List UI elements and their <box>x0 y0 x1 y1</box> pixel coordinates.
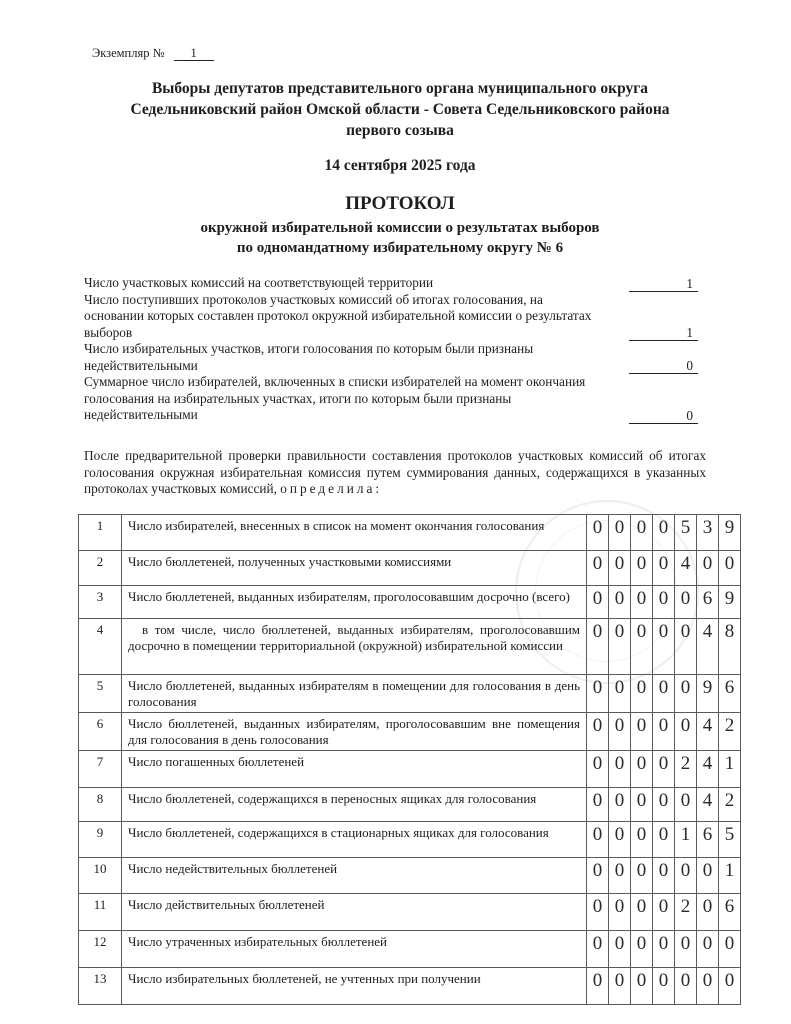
results-row <box>79 858 741 894</box>
summary-label: Суммарное число избирателей, включенных в списки избирателей на момент окончания голосования на избирательных участках, итоги по которым были признаны недействительными <box>84 374 586 422</box>
digit-cell: 0 <box>609 586 631 619</box>
digit-cell: 0 <box>587 788 609 822</box>
digit-cell: 0 <box>631 894 653 931</box>
digit-cell: 0 <box>587 619 609 675</box>
digit-cell: 3 <box>697 515 719 551</box>
digit-cell: 0 <box>609 858 631 894</box>
digit-cell: 6 <box>719 894 741 931</box>
row-number: 8 <box>79 788 122 822</box>
row-label: Число погашенных бюллетеней <box>122 751 587 788</box>
digit-cell: 0 <box>653 931 675 968</box>
digit-cell: 0 <box>631 858 653 894</box>
digit-cell: 0 <box>631 713 653 751</box>
digit-cell: 0 <box>609 551 631 586</box>
digit-cell: 0 <box>719 968 741 1005</box>
digit-cell: 9 <box>697 675 719 713</box>
row-label: Число бюллетеней, содержащихся в стационарных ящиках для голосования <box>122 822 587 858</box>
copy-label: Экземпляр № <box>92 46 165 60</box>
digit-cell: 9 <box>719 515 741 551</box>
digit-cell: 0 <box>631 515 653 551</box>
row-label: Число бюллетеней, выданных избирателям в помещении для голосования в день голосования <box>122 675 587 713</box>
election-title-line: Седельниковский район Омской области - Совета Седельниковского района <box>130 101 670 118</box>
intro-text: После предварительной проверки правильности составления протоколов участковых комиссий об итогах голосования окружная избирательная комиссия путем суммирования данных, содержащихся в указанных протоколах участковых комиссий, <box>84 448 706 496</box>
digit-cell: 0 <box>697 968 719 1005</box>
digit-cell: 6 <box>719 675 741 713</box>
digit-cell: 4 <box>697 788 719 822</box>
digit-cell: 5 <box>719 822 741 858</box>
digit-cell: 0 <box>587 822 609 858</box>
summary-row <box>84 341 704 374</box>
digit-cell: 1 <box>719 751 741 788</box>
results-row <box>79 788 741 822</box>
row-number: 1 <box>79 515 122 551</box>
digit-cell: 0 <box>653 788 675 822</box>
summary-value: 1 <box>629 326 698 341</box>
digit-cell: 0 <box>675 931 697 968</box>
digit-cell: 0 <box>631 822 653 858</box>
digit-cell: 0 <box>697 858 719 894</box>
row-number: 6 <box>79 713 122 751</box>
protocol-title: ПРОТОКОЛ <box>345 193 455 214</box>
digit-cell: 0 <box>587 586 609 619</box>
digit-cell: 0 <box>653 751 675 788</box>
digit-cell: 0 <box>653 894 675 931</box>
digit-cell: 0 <box>675 619 697 675</box>
row-label: Число утраченных избирательных бюллетеней <box>122 931 587 968</box>
digit-cell: 0 <box>631 788 653 822</box>
digit-cell: 0 <box>609 713 631 751</box>
summary-label: Число избирательных участков, итоги голосования по которым были признаны недействительными <box>84 341 534 373</box>
row-label: Число бюллетеней, содержащихся в переносных ящиках для голосования <box>122 788 587 822</box>
row-label: Число действительных бюллетеней <box>122 894 587 931</box>
digit-cell: 0 <box>719 931 741 968</box>
row-label: Число избирателей, внесенных в список на момент окончания голосования <box>122 515 587 551</box>
digit-cell: 0 <box>697 931 719 968</box>
digit-cell: 0 <box>653 968 675 1005</box>
row-number: 10 <box>79 858 122 894</box>
digit-cell: 0 <box>587 931 609 968</box>
results-row <box>79 675 741 713</box>
summary-row <box>84 292 704 342</box>
digit-cell: 0 <box>609 931 631 968</box>
digit-cell: 0 <box>675 713 697 751</box>
protocol-subtitle <box>60 218 740 258</box>
summary-row <box>84 275 704 292</box>
digit-cell: 0 <box>587 858 609 894</box>
results-row <box>79 968 741 1005</box>
results-row <box>79 713 741 751</box>
row-number: 5 <box>79 675 122 713</box>
digit-cell: 0 <box>631 968 653 1005</box>
digit-cell: 0 <box>631 619 653 675</box>
row-number: 7 <box>79 751 122 788</box>
digit-cell: 0 <box>609 619 631 675</box>
digit-cell: 0 <box>609 894 631 931</box>
row-label: Число бюллетеней, выданных избирателям, проголосовавшим вне помещения для голосования в день голосования <box>122 713 587 751</box>
row-number: 11 <box>79 894 122 931</box>
digit-cell: 0 <box>631 675 653 713</box>
digit-cell: 0 <box>631 551 653 586</box>
summary-value: 1 <box>629 277 698 292</box>
digit-cell: 0 <box>697 894 719 931</box>
digit-cell: 0 <box>587 968 609 1005</box>
row-label: Число недействительных бюллетеней <box>122 858 587 894</box>
row-label: в том числе, число бюллетеней, выданных избирателям, проголосовавшим досрочно в помещении территориальной (окружной) избирательной комиссии <box>122 619 587 675</box>
row-number: 12 <box>79 931 122 968</box>
digit-cell: 0 <box>697 551 719 586</box>
results-row <box>79 751 741 788</box>
digit-cell: 0 <box>653 822 675 858</box>
digit-cell: 0 <box>587 551 609 586</box>
summary-block <box>84 275 704 424</box>
row-number: 13 <box>79 968 122 1005</box>
row-number: 2 <box>79 551 122 586</box>
digit-cell: 0 <box>675 675 697 713</box>
digit-cell: 1 <box>675 822 697 858</box>
row-label: Число избирательных бюллетеней, не учтенных при получении <box>122 968 587 1005</box>
digit-cell: 9 <box>719 586 741 619</box>
digit-cell: 0 <box>609 822 631 858</box>
digit-cell: 4 <box>697 751 719 788</box>
digit-cell: 0 <box>587 713 609 751</box>
digit-cell: 0 <box>653 515 675 551</box>
results-row <box>79 822 741 858</box>
digit-cell: 8 <box>719 619 741 675</box>
digit-cell: 2 <box>719 788 741 822</box>
digit-cell: 0 <box>675 788 697 822</box>
intro-paragraph <box>84 448 706 498</box>
digit-cell: 0 <box>609 968 631 1005</box>
digit-cell: 0 <box>587 515 609 551</box>
digit-cell: 2 <box>675 894 697 931</box>
digit-cell: 0 <box>631 751 653 788</box>
digit-cell: 0 <box>653 858 675 894</box>
results-row <box>79 551 741 586</box>
election-title-line: первого созыва <box>346 122 454 139</box>
row-number: 9 <box>79 822 122 858</box>
row-label: Число бюллетеней, выданных избирателям, проголосовавшим досрочно (всего) <box>122 586 587 619</box>
digit-cell: 0 <box>631 931 653 968</box>
election-title <box>60 78 740 141</box>
digit-cell: 0 <box>609 751 631 788</box>
intro-decided: определила: <box>280 481 383 496</box>
digit-cell: 2 <box>719 713 741 751</box>
row-number: 3 <box>79 586 122 619</box>
digit-cell: 0 <box>587 894 609 931</box>
results-row <box>79 619 741 675</box>
election-title-line: Выборы депутатов представительного органа муниципального округа <box>151 80 649 97</box>
digit-cell: 0 <box>675 968 697 1005</box>
digit-cell: 0 <box>653 619 675 675</box>
digit-cell: 0 <box>675 858 697 894</box>
protocol-subtitle-line: по одномандатному избирательному округу № 6 <box>236 240 564 256</box>
summary-value: 0 <box>629 409 698 424</box>
summary-value: 0 <box>629 359 698 374</box>
digit-cell: 4 <box>697 619 719 675</box>
results-row <box>79 515 741 551</box>
digit-cell: 0 <box>587 675 609 713</box>
digit-cell: 0 <box>609 515 631 551</box>
digit-cell: 0 <box>609 675 631 713</box>
digit-cell: 1 <box>719 858 741 894</box>
digit-cell: 6 <box>697 586 719 619</box>
row-number: 4 <box>79 619 122 675</box>
results-row <box>79 586 741 619</box>
digit-cell: 4 <box>675 551 697 586</box>
digit-cell: 0 <box>653 551 675 586</box>
digit-cell: 5 <box>675 515 697 551</box>
results-row <box>79 931 741 968</box>
digit-cell: 0 <box>587 751 609 788</box>
digit-cell: 4 <box>697 713 719 751</box>
digit-cell: 2 <box>675 751 697 788</box>
summary-label: Число участковых комиссий на соответствующей территории <box>84 275 434 290</box>
digit-cell: 0 <box>675 586 697 619</box>
summary-label: Число поступивших протоколов участковых комиссий об итогах голосования, на основании которых составлен протокол окружной избирательной комиссии о результатах выборов <box>84 291 592 340</box>
election-date: 14 сентября 2025 года <box>324 157 476 174</box>
row-label: Число бюллетеней, полученных участковыми комиссиями <box>122 551 587 586</box>
digit-cell: 0 <box>609 788 631 822</box>
protocol-subtitle-line: окружной избирательной комиссии о результатах выборов <box>200 220 600 236</box>
digit-cell: 0 <box>653 713 675 751</box>
results-table <box>78 514 741 1005</box>
digit-cell: 6 <box>697 822 719 858</box>
summary-row <box>84 374 704 424</box>
digit-cell: 0 <box>653 675 675 713</box>
digit-cell: 0 <box>631 586 653 619</box>
copy-number: 1 <box>174 47 214 61</box>
copy-number-line <box>92 46 214 61</box>
results-row <box>79 894 741 931</box>
digit-cell: 0 <box>653 586 675 619</box>
digit-cell: 0 <box>719 551 741 586</box>
